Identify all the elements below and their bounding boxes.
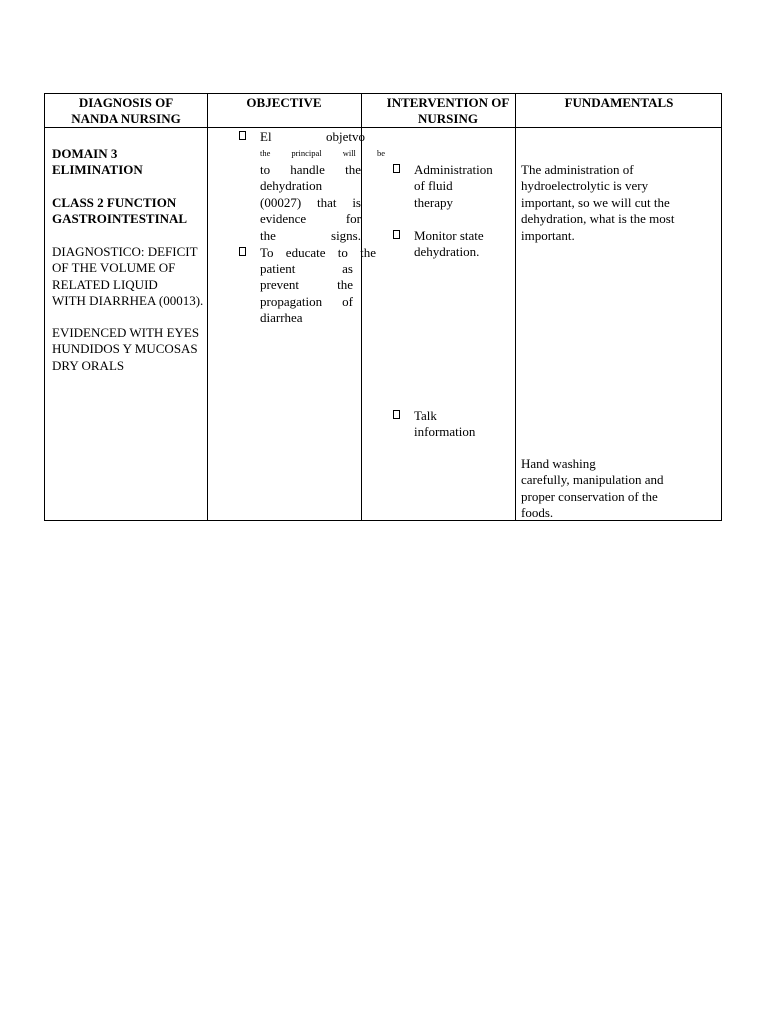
bullet-icon	[393, 164, 400, 173]
bullet-icon	[393, 410, 400, 419]
bullet-icon	[239, 247, 246, 256]
fundamentals-hand-washing: Hand washing carefully, manipulation and proper conservation of the foods.	[521, 456, 664, 521]
intervention-fluid-therapy: Administration of fluid therapy	[414, 162, 493, 210]
bullet-icon	[239, 131, 246, 140]
diagnosis-class: CLASS 2 FUNCTION GASTROINTESTINAL	[52, 195, 188, 227]
objective-2-line1: To educate to the	[260, 245, 376, 260]
header-fundamentals: FUNDAMENTALS	[564, 95, 674, 110]
objective-1-text: to handle the dehydration (00027) that is evidence for the signs.	[260, 162, 361, 243]
objective-1-line2: the principal will be	[260, 148, 385, 158]
header-intervention: INTERVENTION OF NURSING	[386, 95, 510, 126]
diagnosis-domain: DOMAIN 3 ELIMINATION	[52, 146, 143, 178]
bullet-icon	[393, 230, 400, 239]
header-diagnosis: DIAGNOSIS OF NANDA NURSING	[71, 95, 181, 126]
header-divider	[45, 127, 721, 128]
column-divider	[515, 94, 516, 520]
nursing-care-table	[44, 93, 722, 521]
diagnosis-statement: DIAGNOSTICO: DEFICIT OF THE VOLUME OF RELATED LIQUID WITH DIARRHEA (00013).	[52, 244, 204, 309]
objective-2-text: patient as prevent the propagation of diarrhea	[260, 261, 353, 326]
diagnosis-evidence: EVIDENCED WITH EYES HUNDIDOS Y MUCOSAS DRY ORALS	[52, 325, 200, 373]
intervention-talk: Talk information	[414, 408, 476, 440]
intervention-monitor: Monitor state dehydration.	[414, 228, 484, 260]
fundamentals-hydration: The administration of hydroelectrolytic is very important, so we will cut the dehydration, what is the most important.	[521, 162, 675, 243]
column-divider	[207, 94, 208, 520]
objective-1-line1: El objetvo	[260, 129, 365, 144]
header-objective: OBJECTIVE	[246, 95, 322, 110]
